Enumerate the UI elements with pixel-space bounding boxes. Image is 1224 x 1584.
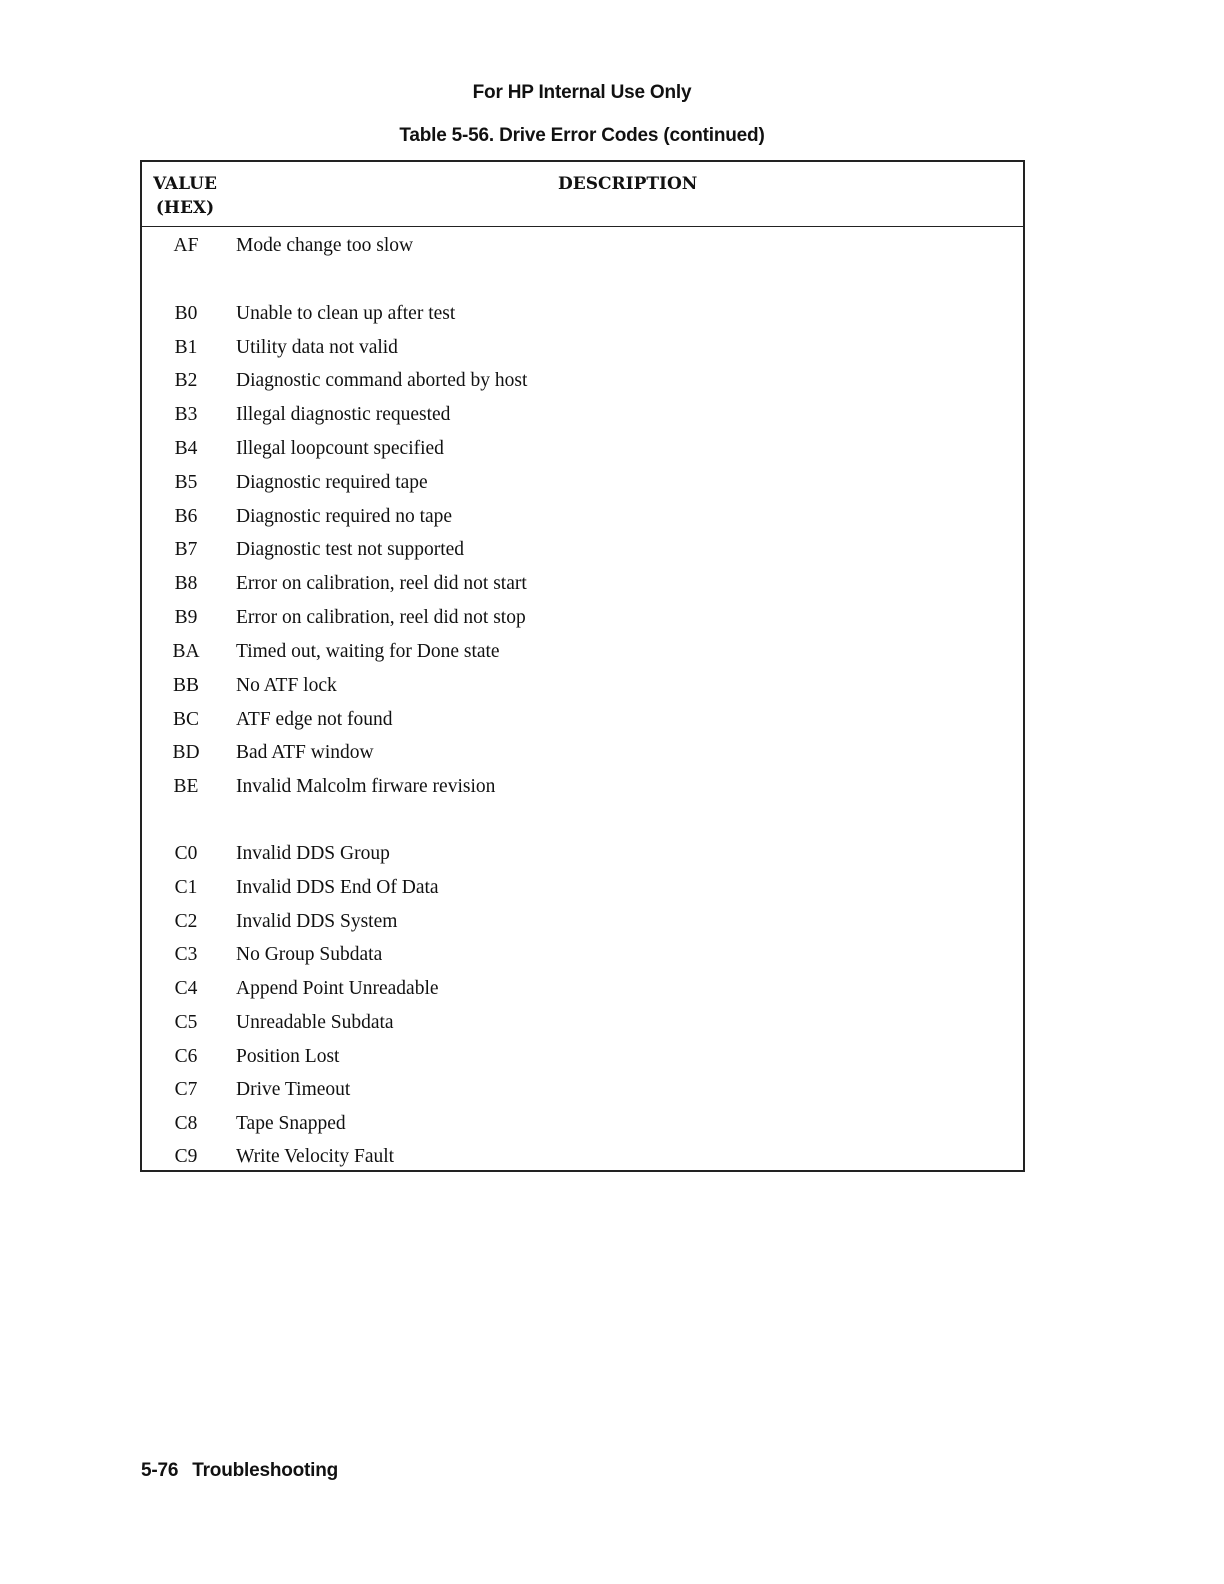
error-code: B5: [174, 472, 198, 493]
error-description: Timed out, waiting for Done state: [236, 641, 500, 662]
error-description: ATF edge not found: [236, 709, 393, 730]
error-code: C0: [174, 843, 198, 864]
table-header: [142, 162, 1023, 227]
table-row: [142, 1140, 1023, 1174]
table-row: [142, 466, 1023, 500]
error-description: No ATF lock: [236, 675, 337, 696]
section-name: Troubleshooting: [192, 1460, 339, 1481]
table-row: [142, 669, 1023, 703]
error-code: C5: [174, 1012, 198, 1033]
table-row: [142, 398, 1023, 432]
table-row: [142, 533, 1023, 567]
table-row: [142, 770, 1023, 804]
table-row: [142, 938, 1023, 972]
error-description: Unable to clean up after test: [236, 303, 456, 324]
table-row: [142, 1107, 1023, 1141]
table-row: [142, 297, 1023, 331]
error-description: Error on calibration, reel did not start: [236, 573, 527, 594]
error-description: No Group Subdata: [236, 944, 383, 965]
table-caption: Table 5-56. Drive Error Codes (continued): [399, 125, 765, 146]
error-description: Append Point Unreadable: [236, 978, 439, 999]
description-header: DESCRIPTION: [558, 174, 698, 194]
error-code: BB: [172, 675, 199, 696]
table-row: [142, 1040, 1023, 1074]
error-description: Write Velocity Fault: [236, 1146, 395, 1167]
table-row: [142, 972, 1023, 1006]
error-description: Diagnostic command aborted by host: [236, 370, 528, 391]
error-description: Diagnostic required no tape: [236, 506, 453, 527]
error-code: B2: [174, 370, 198, 391]
value-header-line2: (HEX): [155, 198, 215, 218]
table-row: [142, 703, 1023, 737]
table-row: [142, 635, 1023, 669]
error-description: Unreadable Subdata: [236, 1012, 394, 1033]
error-description: Drive Timeout: [236, 1079, 351, 1100]
error-code: C8: [174, 1113, 198, 1134]
table-row: [142, 500, 1023, 534]
table-row: [142, 567, 1023, 601]
table-row: [142, 736, 1023, 770]
error-code: BC: [172, 709, 199, 730]
error-code: B7: [174, 539, 198, 560]
error-code: C7: [174, 1079, 198, 1100]
table-row: [142, 871, 1023, 905]
error-code: C6: [174, 1046, 198, 1067]
error-code: B4: [174, 438, 198, 459]
error-description: Illegal diagnostic requested: [236, 404, 451, 425]
error-code: B9: [174, 607, 198, 628]
value-hex-header: [150, 172, 220, 220]
error-description: Bad ATF window: [236, 742, 374, 763]
error-code: BD: [172, 742, 200, 763]
table-row: [142, 1006, 1023, 1040]
error-description: Invalid DDS System: [236, 911, 398, 932]
error-code: C9: [174, 1146, 198, 1167]
error-codes-table: [140, 160, 1025, 1172]
table-row: [142, 601, 1023, 635]
error-code: C2: [174, 911, 198, 932]
table-row: [142, 432, 1023, 466]
error-code: B3: [174, 404, 198, 425]
error-description: Tape Snapped: [236, 1113, 346, 1134]
table-row: [142, 364, 1023, 398]
table-row: [142, 905, 1023, 939]
page-number: 5-76: [141, 1460, 179, 1481]
error-code: AF: [173, 235, 199, 256]
internal-use-notice: For HP Internal Use Only: [472, 82, 692, 103]
error-code: BA: [172, 641, 200, 662]
table-body: [142, 226, 1023, 1170]
error-description: Illegal loopcount specified: [236, 438, 444, 459]
error-code: B0: [174, 303, 198, 324]
table-row: [142, 1073, 1023, 1107]
error-code: B6: [174, 506, 198, 527]
error-code: B8: [174, 573, 198, 594]
page-footer: [141, 1460, 338, 1482]
error-description: Mode change too slow: [236, 235, 414, 256]
error-description: Diagnostic test not supported: [236, 539, 465, 560]
error-description: Position Lost: [236, 1046, 340, 1067]
table-row: [142, 331, 1023, 365]
error-description: Invalid DDS End Of Data: [236, 877, 439, 898]
table-row: [142, 229, 1023, 263]
error-description: Error on calibration, reel did not stop: [236, 607, 526, 628]
error-description: Utility data not valid: [236, 337, 398, 358]
error-description: Invalid Malcolm firware revision: [236, 776, 496, 797]
error-code: C3: [174, 944, 198, 965]
error-code: B1: [174, 337, 198, 358]
error-description: Diagnostic required tape: [236, 472, 428, 493]
error-code: C4: [174, 978, 198, 999]
error-code: C1: [174, 877, 198, 898]
error-description: Invalid DDS Group: [236, 843, 390, 864]
error-code: BE: [173, 776, 199, 797]
value-header-line1: VALUE: [153, 174, 217, 194]
table-row: [142, 837, 1023, 871]
